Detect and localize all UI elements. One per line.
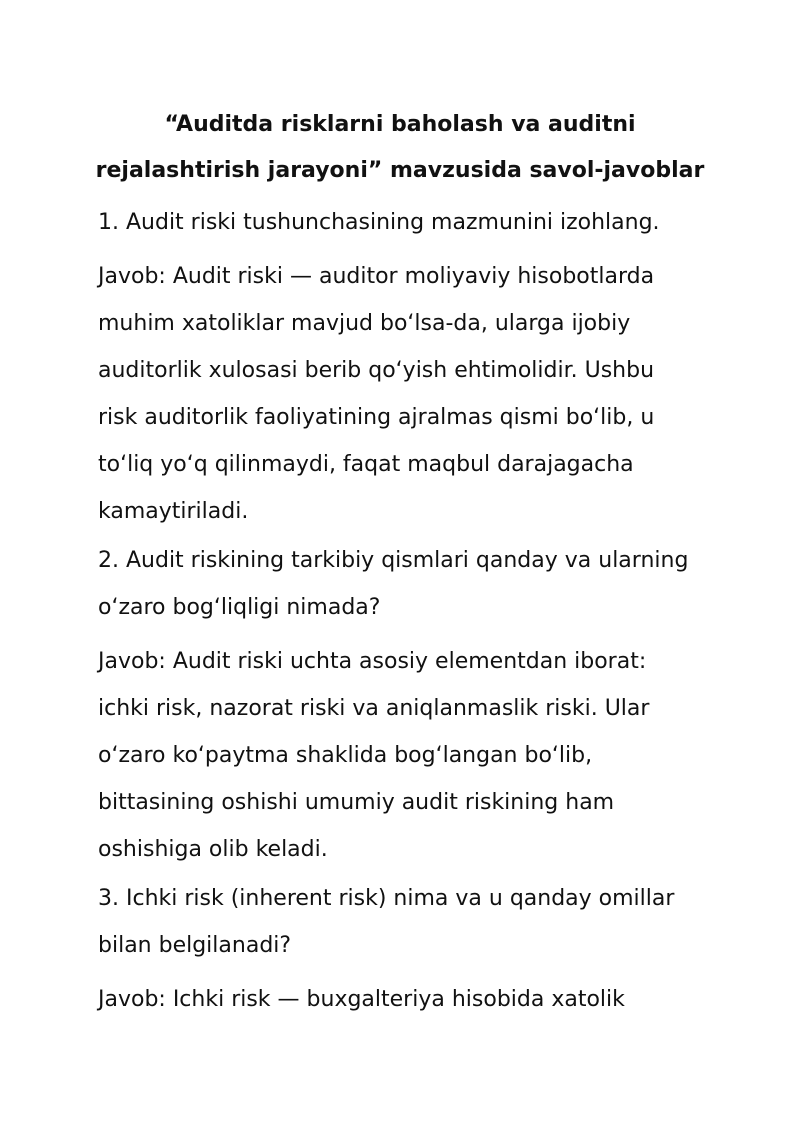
answer-2 [98,638,718,873]
answer-line: to‘liq yo‘q qilinmaydi, faqat maqbul darajagacha [98,452,634,477]
question-line: bilan belgilanadi? [98,933,292,958]
answer-line: Javob: Ichki risk — buxgalteriya hisobida xatolik [98,987,625,1012]
answer-line: Javob: Audit riski uchta asosiy elementdan iborat: [98,649,647,674]
question-2 [98,537,718,631]
answer-line: oshishiga olib keladi. [98,837,328,862]
answer-line: o‘zaro ko‘paytma shaklida bog‘langan bo‘lib, [98,743,593,768]
question-line: 2. Audit riskining tarkibiy qismlari qanday va ularning [98,548,689,573]
answer-line: Javob: Audit riski — auditor moliyaviy hisobotlarda [98,264,655,289]
answer-line: auditorlik xulosasi berib qo‘yish ehtimolidir. Ushbu [98,358,655,383]
question-line: 3. Ichki risk (inherent risk) nima va u qanday omillar [98,886,675,911]
title-line: rejalashtirish jarayoni” mavzusida savol-javoblar [95,158,705,183]
answer-line: bittasining oshishi umumiy audit riskining ham [98,790,615,815]
answer-line: ichki risk, nazorat riski va aniqlanmaslik riski. Ular [98,696,650,721]
answer-line: kamaytiriladi. [98,499,249,524]
answer-3 [98,976,718,1023]
title-line: “Auditda risklarni baholash va auditni [164,112,636,137]
question-3 [98,875,718,969]
answer-line: muhim xatoliklar mavjud bo‘lsa-da, ularga ijobiy [98,311,631,336]
answer-line: risk auditorlik faoliyatining ajralmas qismi bo‘lib, u [98,405,655,430]
document-title [0,102,800,194]
answer-1 [98,253,718,535]
question-line: o‘zaro bog‘liqligi nimada? [98,595,381,620]
question-line: 1. Audit riski tushunchasining mazmunini izohlang. [98,210,660,235]
question-1 [98,199,718,246]
